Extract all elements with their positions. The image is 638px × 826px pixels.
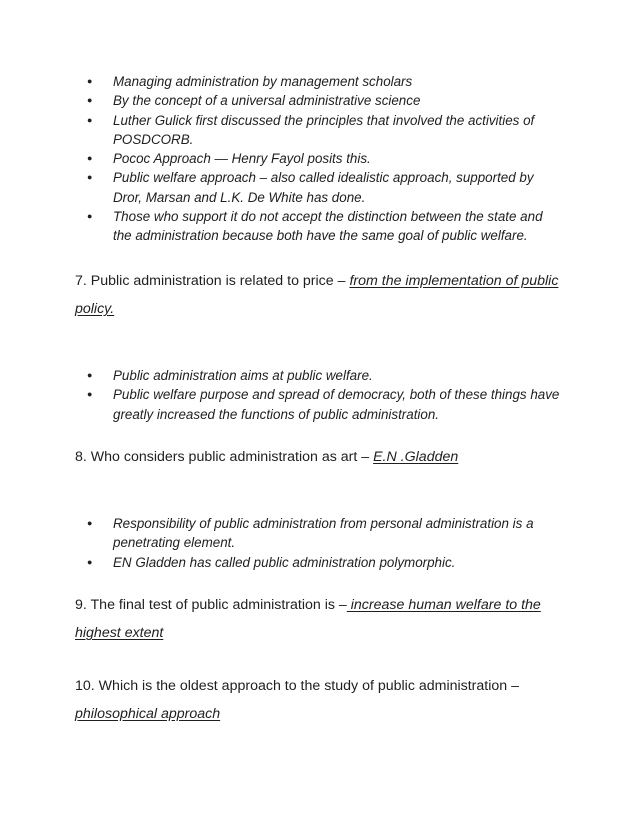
bullet-icon: ● <box>87 114 93 125</box>
bullet-icon: ● <box>87 211 93 222</box>
bullet-icon: ● <box>87 518 93 528</box>
question-9: 9. The final test of public administration is – increase human welfare to the highest extent <box>75 597 541 641</box>
list-item: ● Public welfare approach – also called idealistic approach, supported by Dror, Marsan and L.K. De White has done. <box>87 170 534 205</box>
answer-10: philosophical approach <box>75 706 221 722</box>
list-item: ● Public welfare purpose and spread of democracy, both of these things have greatly increased the functions of public administration. <box>87 387 560 422</box>
bullet-list-2 <box>84 366 564 424</box>
list-item: ● Luther Gulick first discussed the principles that involved the activities of POSDCORB. <box>87 112 535 147</box>
list-item: ● Pococ Approach — Henry Fayol posits this. <box>84 149 564 168</box>
bullet-icon: ● <box>87 153 93 164</box>
question-8: 8. Who considers public administration as art – E.N .Gladden <box>75 449 459 465</box>
answer-9: increase human welfare to the highest extent <box>75 597 541 641</box>
bullet-icon: ● <box>87 95 93 106</box>
list-item: ● Managing administration by management scholars <box>84 72 564 91</box>
bullet-icon: ● <box>87 370 93 380</box>
bullet-icon: ● <box>87 76 93 86</box>
list-item: ● Those who support it do not accept the distinction between the state and the administration because both have the same goal of public welfare. <box>87 209 543 244</box>
answer-8: E.N .Gladden <box>373 449 459 465</box>
bullet-icon: ● <box>87 389 93 400</box>
bullet-icon: ● <box>87 172 93 183</box>
list-item: ● Responsibility of public administration from personal administration is a penetrating element. <box>87 516 534 551</box>
bullet-list-1 <box>84 72 564 246</box>
bullet-icon: ● <box>87 556 93 567</box>
list-item: ● EN Gladden has called public administration polymorphic. <box>84 553 564 572</box>
bullet-list-3 <box>84 514 564 572</box>
question-7: 7. Public administration is related to price – from the implementation of public policy. <box>75 273 559 317</box>
list-item: ● By the concept of a universal administrative science <box>84 91 564 110</box>
question-10: 10. Which is the oldest approach to the study of public administration – philosophical approach <box>75 678 520 722</box>
list-item: ● Public administration aims at public welfare. <box>84 366 564 385</box>
answer-7: from the implementation of public policy. <box>75 273 559 317</box>
